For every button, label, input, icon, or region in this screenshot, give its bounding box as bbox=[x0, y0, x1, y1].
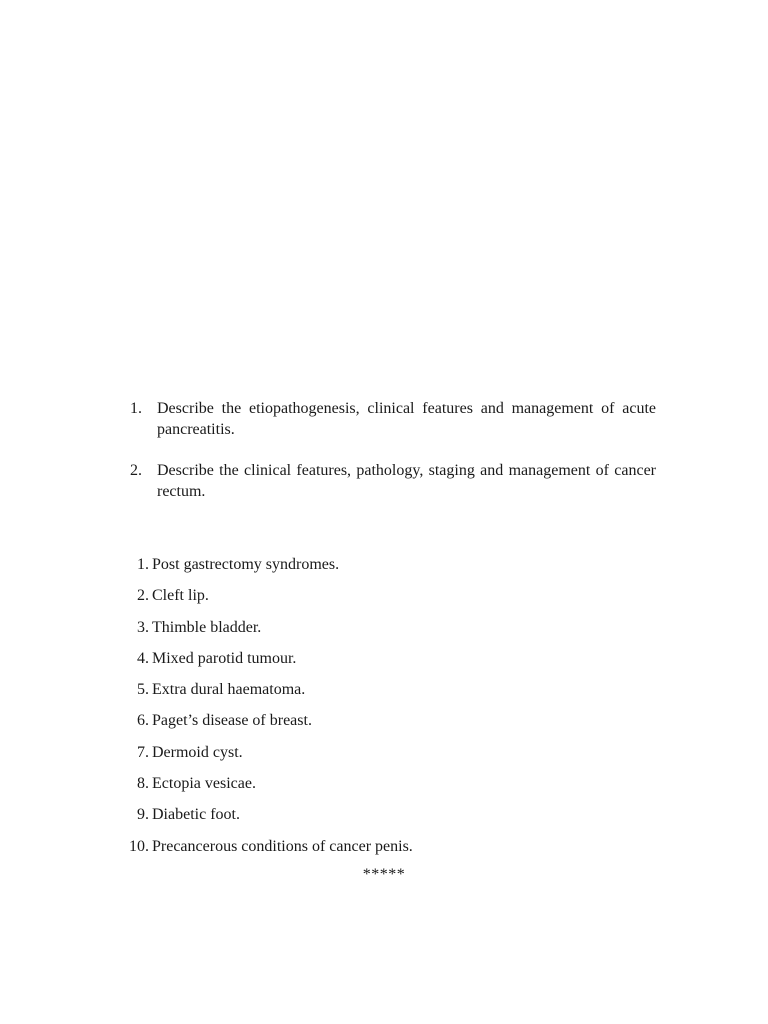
short-note-item bbox=[118, 616, 678, 647]
short-note-item bbox=[118, 772, 678, 803]
note-number: 8. bbox=[137, 775, 149, 793]
short-note-item bbox=[118, 647, 678, 678]
note-text: Diabetic foot. bbox=[152, 806, 240, 824]
note-number: 5. bbox=[137, 681, 149, 699]
question-text: Describe the clinical features, pathology, staging and management of cancer rectum. bbox=[157, 462, 656, 500]
note-text: Post gastrectomy syndromes. bbox=[152, 556, 340, 573]
short-note-item bbox=[118, 835, 678, 866]
question-number: 1. bbox=[130, 400, 142, 417]
note-text: Ectopia vesicae. bbox=[152, 775, 256, 793]
short-note-item bbox=[118, 803, 678, 834]
note-text: Cleft lip. bbox=[152, 587, 209, 605]
short-note-item bbox=[118, 584, 678, 615]
note-number: 10. bbox=[129, 837, 149, 855]
long-question-item bbox=[130, 460, 656, 502]
note-number: 2. bbox=[137, 587, 149, 605]
note-number: 6. bbox=[137, 712, 149, 730]
short-note-item bbox=[118, 553, 678, 584]
long-question-list bbox=[130, 398, 656, 522]
short-note-item bbox=[118, 678, 678, 709]
long-question-item bbox=[130, 398, 656, 440]
note-text: Thimble bladder. bbox=[152, 618, 262, 636]
question-number: 2. bbox=[130, 462, 142, 479]
note-number: 1. bbox=[137, 556, 149, 573]
note-text: Paget’s disease of breast. bbox=[152, 712, 312, 730]
note-text: Extra dural haematoma. bbox=[152, 681, 306, 699]
question-text: Describe the etiopathogenesis, clinical features and management of acute pancreatitis. bbox=[157, 400, 656, 438]
short-note-list bbox=[118, 553, 678, 866]
note-text: Precancerous conditions of cancer penis. bbox=[152, 837, 413, 855]
note-text: Dermoid cyst. bbox=[152, 743, 243, 761]
end-of-paper-mark: ***** bbox=[362, 866, 406, 883]
note-number: 3. bbox=[137, 618, 149, 636]
note-number: 9. bbox=[137, 806, 149, 824]
short-note-item bbox=[118, 741, 678, 772]
note-number: 4. bbox=[137, 649, 149, 667]
note-text: Mixed parotid tumour. bbox=[152, 649, 297, 667]
short-note-item bbox=[118, 709, 678, 740]
note-number: 7. bbox=[137, 743, 149, 761]
